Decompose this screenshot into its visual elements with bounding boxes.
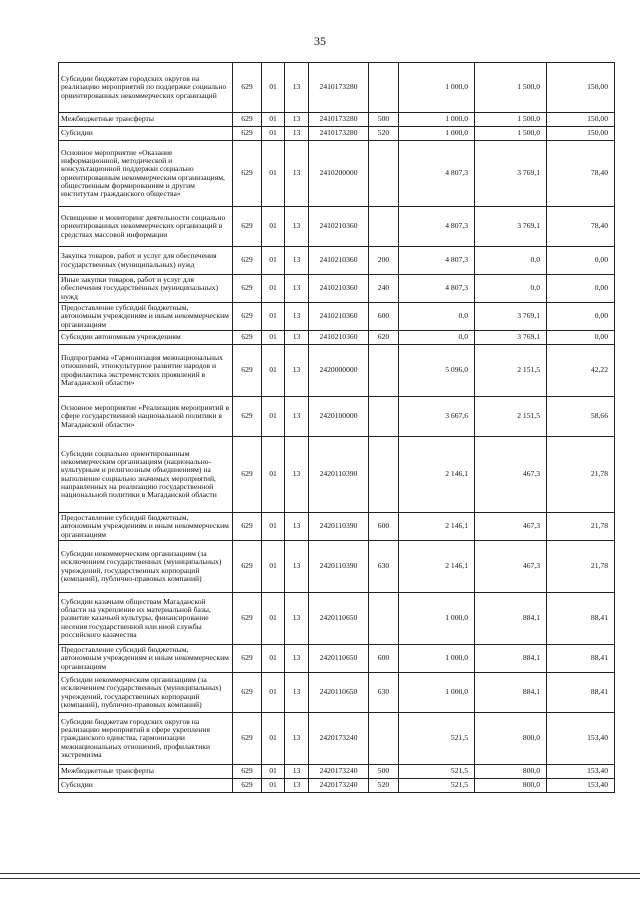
- row-ministry-code: 629: [233, 437, 262, 513]
- row-name: Субсидии автономным учреждениям: [59, 331, 233, 345]
- row-executed-amount: 1 500,0: [475, 113, 547, 127]
- table-row: [59, 303, 615, 331]
- row-ministry-code: 629: [233, 141, 262, 207]
- table-row: [59, 541, 615, 593]
- table-row: [59, 141, 615, 207]
- row-target-code: 2420100000: [309, 397, 369, 437]
- row-subsection-code: 13: [285, 513, 309, 541]
- row-target-code: 2420110650: [309, 593, 369, 645]
- row-plan-amount: 521,5: [399, 779, 475, 793]
- table-row: [59, 247, 615, 275]
- row-executed-amount: 884,1: [475, 593, 547, 645]
- row-executed-amount: 800,0: [475, 779, 547, 793]
- row-name: Межбюджетные трансферты: [59, 113, 233, 127]
- row-subsection-code: 13: [285, 331, 309, 345]
- row-ministry-code: 629: [233, 673, 262, 713]
- row-execution-percent: 88,41: [547, 673, 615, 713]
- row-executed-amount: 1 500,0: [475, 63, 547, 113]
- row-execution-percent: 78,40: [547, 207, 615, 247]
- row-kind-code: [369, 397, 399, 437]
- bottom-rule-2: [0, 878, 640, 879]
- table-row: [59, 275, 615, 303]
- row-ministry-code: 629: [233, 779, 262, 793]
- row-ministry-code: 629: [233, 765, 262, 779]
- row-execution-percent: 42,22: [547, 345, 615, 397]
- row-plan-amount: 1 000,0: [399, 113, 475, 127]
- row-plan-amount: 2 146,1: [399, 437, 475, 513]
- budget-table: [58, 62, 615, 793]
- row-executed-amount: 800,0: [475, 713, 547, 765]
- row-kind-code: 200: [369, 247, 399, 275]
- row-target-code: 2420110390: [309, 437, 369, 513]
- row-plan-amount: 4 807,3: [399, 207, 475, 247]
- row-execution-percent: 0,00: [547, 275, 615, 303]
- row-kind-code: 620: [369, 331, 399, 345]
- row-subsection-code: 13: [285, 673, 309, 713]
- row-section-code: 01: [262, 303, 285, 331]
- row-ministry-code: 629: [233, 541, 262, 593]
- row-target-code: 2410210360: [309, 247, 369, 275]
- row-plan-amount: 3 667,6: [399, 397, 475, 437]
- table-row: [59, 645, 615, 673]
- row-executed-amount: 467,3: [475, 437, 547, 513]
- row-plan-amount: 4 807,3: [399, 247, 475, 275]
- row-executed-amount: 0,0: [475, 247, 547, 275]
- table-row: [59, 765, 615, 779]
- row-name: Иные закупки товаров, работ и услуг для обеспечения государственных (муниципальных) нужд: [59, 275, 233, 303]
- row-name: Субсидии бюджетам городских округов на реализацию мероприятий в сфере укрепления гражданского единства, гармонизации межнациональных отношений, профилактики экстремизма: [59, 713, 233, 765]
- row-name: Субсидии казачьим обществам Магаданской области на укрепление их материальной базы, развитие казачьей культуры, финансирование несения государственной или иной службы российского казачества: [59, 593, 233, 645]
- table-row: [59, 513, 615, 541]
- row-kind-code: 600: [369, 303, 399, 331]
- row-executed-amount: 2 151,5: [475, 397, 547, 437]
- row-section-code: 01: [262, 113, 285, 127]
- row-target-code: 2420000000: [309, 345, 369, 397]
- row-target-code: 2420173240: [309, 765, 369, 779]
- row-execution-percent: 153,40: [547, 713, 615, 765]
- row-target-code: 2410210360: [309, 331, 369, 345]
- row-ministry-code: 629: [233, 645, 262, 673]
- table-row: [59, 63, 615, 113]
- row-name: Основное мероприятие «Оказание информационной, методической и консультационной поддержки социально ориентированным некоммерческим организациям, общественным формированиям и другим институтам гражданского общества»: [59, 141, 233, 207]
- row-kind-code: 240: [369, 275, 399, 303]
- row-name: Субсидии: [59, 127, 233, 141]
- row-target-code: 2410173280: [309, 113, 369, 127]
- row-plan-amount: 521,5: [399, 765, 475, 779]
- row-subsection-code: 13: [285, 275, 309, 303]
- row-subsection-code: 13: [285, 113, 309, 127]
- row-section-code: 01: [262, 645, 285, 673]
- row-target-code: 2420110650: [309, 673, 369, 713]
- row-plan-amount: 4 807,3: [399, 141, 475, 207]
- table-row: [59, 593, 615, 645]
- row-subsection-code: 13: [285, 541, 309, 593]
- row-name: Предоставление субсидий бюджетным, автономным учреждениям и иным некоммерческим организациям: [59, 645, 233, 673]
- row-subsection-code: 13: [285, 765, 309, 779]
- row-section-code: 01: [262, 673, 285, 713]
- row-subsection-code: 13: [285, 713, 309, 765]
- row-plan-amount: 0,0: [399, 331, 475, 345]
- row-target-code: 2410200000: [309, 141, 369, 207]
- row-executed-amount: 3 769,1: [475, 303, 547, 331]
- row-execution-percent: 0,00: [547, 331, 615, 345]
- row-name: Субсидии: [59, 779, 233, 793]
- row-target-code: 2410173280: [309, 63, 369, 113]
- row-name: Межбюджетные трансферты: [59, 765, 233, 779]
- row-executed-amount: 0,0: [475, 275, 547, 303]
- row-target-code: 2410210360: [309, 275, 369, 303]
- row-subsection-code: 13: [285, 779, 309, 793]
- row-subsection-code: 13: [285, 63, 309, 113]
- row-kind-code: 500: [369, 765, 399, 779]
- row-plan-amount: 1 000,0: [399, 63, 475, 113]
- row-subsection-code: 13: [285, 397, 309, 437]
- row-kind-code: 630: [369, 673, 399, 713]
- table-row: [59, 673, 615, 713]
- row-name: Освещение и мониторинг деятельности социально ориентированных некоммерческих организаций в средствах массовой информации: [59, 207, 233, 247]
- row-ministry-code: 629: [233, 345, 262, 397]
- row-execution-percent: 0,00: [547, 247, 615, 275]
- row-section-code: 01: [262, 541, 285, 593]
- row-ministry-code: 629: [233, 593, 262, 645]
- row-execution-percent: 153,40: [547, 779, 615, 793]
- table-row: [59, 437, 615, 513]
- row-ministry-code: 629: [233, 303, 262, 331]
- row-kind-code: [369, 593, 399, 645]
- row-plan-amount: 1 000,0: [399, 673, 475, 713]
- page-number: 35: [314, 34, 326, 48]
- row-execution-percent: 78,40: [547, 141, 615, 207]
- row-kind-code: 500: [369, 113, 399, 127]
- row-section-code: 01: [262, 765, 285, 779]
- row-name: Субсидии некоммерческим организациям (за исключением государственных (муниципальных) учреждений, государственных корпораций (компаний), публично-правовых компаний): [59, 541, 233, 593]
- row-section-code: 01: [262, 713, 285, 765]
- table-row: [59, 397, 615, 437]
- row-plan-amount: 0,0: [399, 303, 475, 331]
- row-execution-percent: 58,66: [547, 397, 615, 437]
- row-execution-percent: 150,00: [547, 127, 615, 141]
- row-section-code: 01: [262, 127, 285, 141]
- row-executed-amount: 884,1: [475, 673, 547, 713]
- table-row: [59, 113, 615, 127]
- row-subsection-code: 13: [285, 127, 309, 141]
- row-kind-code: [369, 141, 399, 207]
- row-executed-amount: 3 769,1: [475, 207, 547, 247]
- row-executed-amount: 1 500,0: [475, 127, 547, 141]
- row-execution-percent: 88,41: [547, 645, 615, 673]
- row-name: Субсидии бюджетам городских округов на реализацию мероприятий по поддержке социально ориентированных некоммерческих организаций: [59, 63, 233, 113]
- row-subsection-code: 13: [285, 593, 309, 645]
- row-kind-code: 630: [369, 541, 399, 593]
- row-execution-percent: 21,78: [547, 541, 615, 593]
- table-row: [59, 207, 615, 247]
- row-executed-amount: 467,3: [475, 513, 547, 541]
- row-ministry-code: 629: [233, 113, 262, 127]
- bottom-rule: [0, 873, 640, 874]
- row-subsection-code: 13: [285, 645, 309, 673]
- row-execution-percent: 150,00: [547, 63, 615, 113]
- row-plan-amount: 1 000,0: [399, 127, 475, 141]
- row-name: Предоставление субсидий бюджетным, автономным учреждениям и иным некоммерческим организациям: [59, 303, 233, 331]
- row-kind-code: [369, 437, 399, 513]
- row-ministry-code: 629: [233, 331, 262, 345]
- row-plan-amount: 2 146,1: [399, 513, 475, 541]
- row-subsection-code: 13: [285, 437, 309, 513]
- row-subsection-code: 13: [285, 207, 309, 247]
- row-target-code: 2410173280: [309, 127, 369, 141]
- row-ministry-code: 629: [233, 127, 262, 141]
- row-kind-code: [369, 207, 399, 247]
- row-target-code: 2420173240: [309, 779, 369, 793]
- row-ministry-code: 629: [233, 397, 262, 437]
- row-section-code: 01: [262, 779, 285, 793]
- row-kind-code: 600: [369, 645, 399, 673]
- row-kind-code: 520: [369, 127, 399, 141]
- row-section-code: 01: [262, 437, 285, 513]
- row-execution-percent: 88,41: [547, 593, 615, 645]
- row-target-code: 2420110650: [309, 645, 369, 673]
- row-name: Основное мероприятие «Реализация мероприятий в сфере государственной национальной политики в Магаданской области»: [59, 397, 233, 437]
- row-subsection-code: 13: [285, 345, 309, 397]
- row-target-code: 2420110390: [309, 541, 369, 593]
- row-ministry-code: 629: [233, 207, 262, 247]
- row-subsection-code: 13: [285, 247, 309, 275]
- row-executed-amount: 2 151,5: [475, 345, 547, 397]
- row-section-code: 01: [262, 247, 285, 275]
- row-kind-code: [369, 63, 399, 113]
- row-executed-amount: 3 769,1: [475, 141, 547, 207]
- row-name: Подпрограмма «Гармонизация межнациональных отношений, этнокультурное развитие народов и профилактика экстремистских проявлений в Магаданской области»: [59, 345, 233, 397]
- table-row: [59, 127, 615, 141]
- row-ministry-code: 629: [233, 275, 262, 303]
- row-subsection-code: 13: [285, 303, 309, 331]
- row-execution-percent: 150,00: [547, 113, 615, 127]
- row-kind-code: [369, 345, 399, 397]
- row-ministry-code: 629: [233, 713, 262, 765]
- table-body: [59, 63, 615, 793]
- row-target-code: 2410210360: [309, 207, 369, 247]
- table-row: [59, 779, 615, 793]
- row-ministry-code: 629: [233, 247, 262, 275]
- row-section-code: 01: [262, 275, 285, 303]
- row-plan-amount: 5 096,0: [399, 345, 475, 397]
- row-executed-amount: 467,3: [475, 541, 547, 593]
- row-section-code: 01: [262, 141, 285, 207]
- row-section-code: 01: [262, 207, 285, 247]
- row-name: Предоставление субсидий бюджетным, автономным учреждениям и иным некоммерческим организациям: [59, 513, 233, 541]
- row-section-code: 01: [262, 345, 285, 397]
- row-section-code: 01: [262, 331, 285, 345]
- row-kind-code: [369, 713, 399, 765]
- row-execution-percent: 153,40: [547, 765, 615, 779]
- row-subsection-code: 13: [285, 141, 309, 207]
- row-section-code: 01: [262, 63, 285, 113]
- row-plan-amount: 1 000,0: [399, 593, 475, 645]
- row-ministry-code: 629: [233, 63, 262, 113]
- row-plan-amount: 1 000,0: [399, 645, 475, 673]
- row-section-code: 01: [262, 593, 285, 645]
- row-execution-percent: 0,00: [547, 303, 615, 331]
- row-target-code: 2420110390: [309, 513, 369, 541]
- row-executed-amount: 800,0: [475, 765, 547, 779]
- row-section-code: 01: [262, 513, 285, 541]
- row-name: Субсидии некоммерческим организациям (за исключением государственных (муниципальных) учреждений, государственных корпораций (компаний), публично-правовых компаний): [59, 673, 233, 713]
- table-row: [59, 331, 615, 345]
- row-kind-code: 520: [369, 779, 399, 793]
- table-row: [59, 345, 615, 397]
- table-row: [59, 713, 615, 765]
- row-executed-amount: 3 769,1: [475, 331, 547, 345]
- row-kind-code: 600: [369, 513, 399, 541]
- row-execution-percent: 21,78: [547, 513, 615, 541]
- row-name: Закупка товаров, работ и услуг для обеспечения государственных (муниципальных) нужд: [59, 247, 233, 275]
- row-execution-percent: 21,78: [547, 437, 615, 513]
- row-plan-amount: 521,5: [399, 713, 475, 765]
- row-executed-amount: 884,1: [475, 645, 547, 673]
- row-section-code: 01: [262, 397, 285, 437]
- row-name: Субсидии социально ориентированным некоммерческим организациям (национально-культурным и религиозным объединениям) на выполнение социально значимых мероприятий, направленных на реализацию государственной национальной политики в Магаданской области: [59, 437, 233, 513]
- row-plan-amount: 4 807,3: [399, 275, 475, 303]
- row-target-code: 2420173240: [309, 713, 369, 765]
- row-target-code: 2410210360: [309, 303, 369, 331]
- row-plan-amount: 2 146,1: [399, 541, 475, 593]
- row-ministry-code: 629: [233, 513, 262, 541]
